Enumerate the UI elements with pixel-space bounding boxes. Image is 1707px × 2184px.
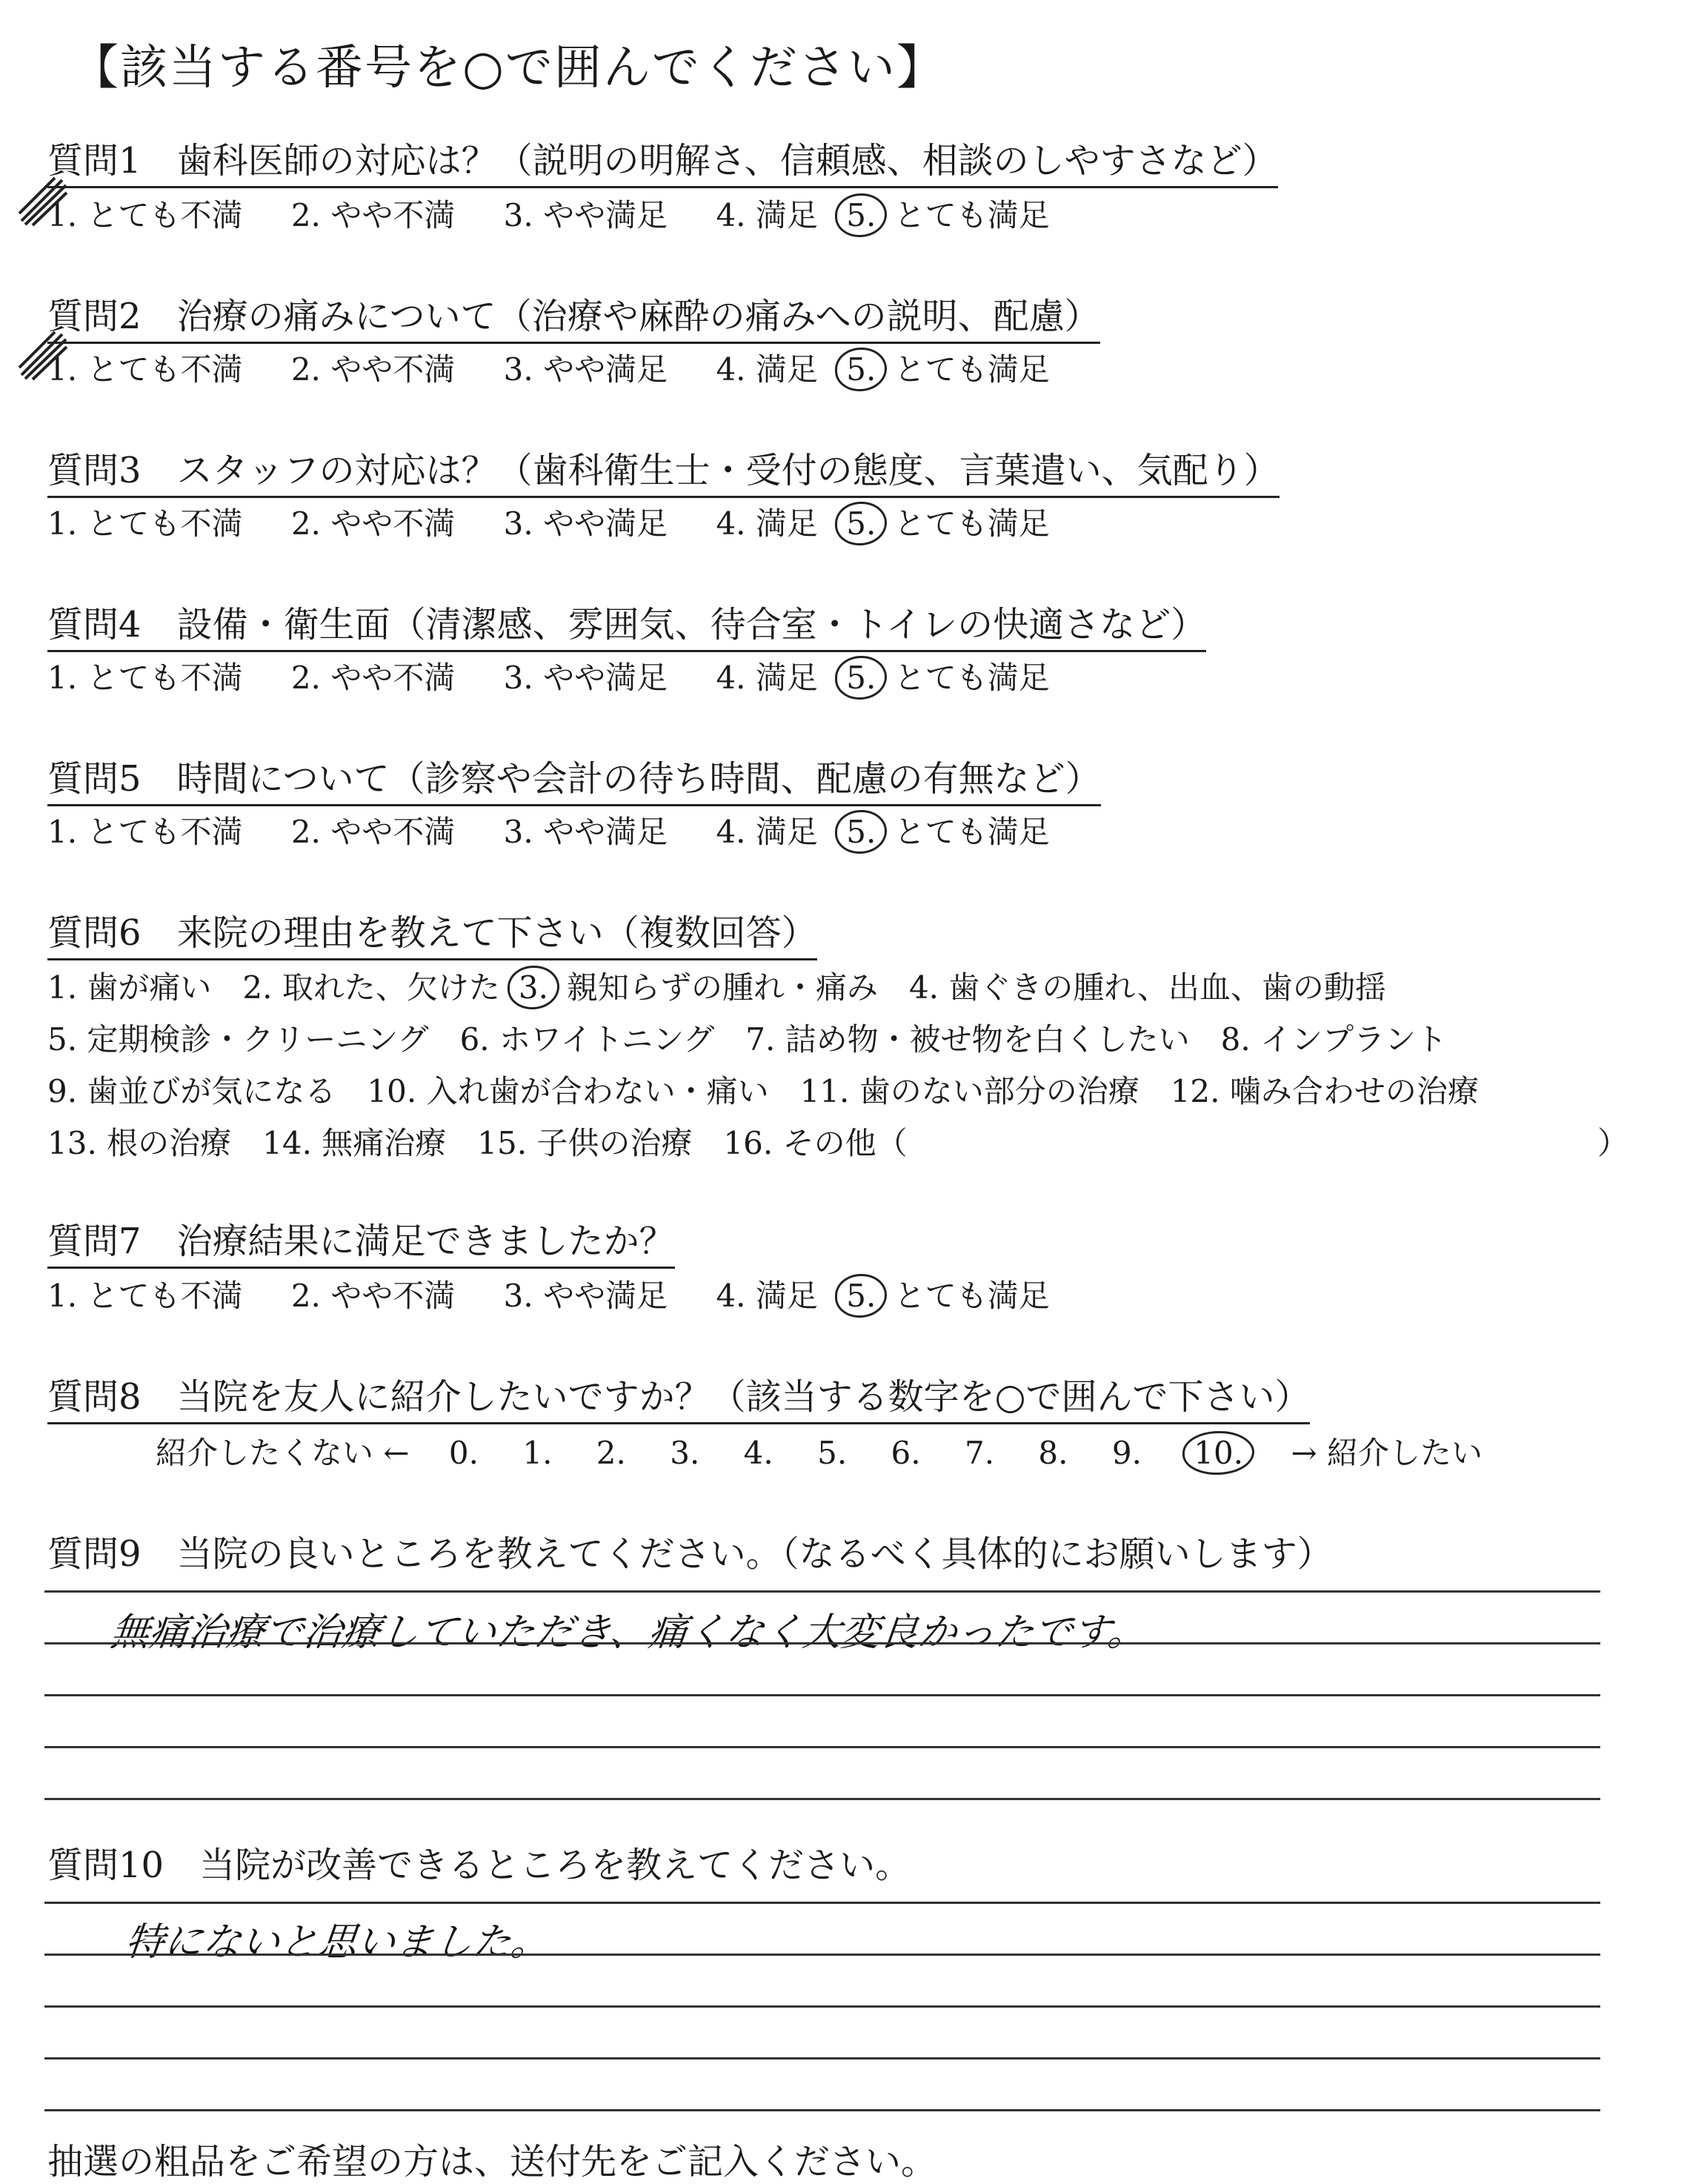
question-1-label: 質問1 bbox=[47, 140, 142, 182]
option-1-num[interactable]: 1. bbox=[47, 1278, 78, 1314]
option-5-selected[interactable]: 5. bbox=[835, 810, 887, 854]
scale-0[interactable]: 0. bbox=[448, 1435, 479, 1471]
option-4-label: 満足 bbox=[755, 1278, 818, 1314]
reason-options-3-4[interactable]: 親知らずの腫れ・痛み 4. 歯ぐきの腫れ、出血、歯の動揺 bbox=[566, 969, 1386, 1006]
question-5-options bbox=[47, 808, 1050, 854]
answer-line bbox=[44, 2057, 1600, 2059]
option-4-label: 満足 bbox=[755, 197, 818, 233]
scale-9[interactable]: 9. bbox=[1111, 1435, 1142, 1471]
option-2-num[interactable]: 2. bbox=[290, 197, 321, 233]
scribble-mark-icon bbox=[18, 331, 70, 382]
option-4-num[interactable]: 4. bbox=[716, 660, 746, 696]
scale-2[interactable]: 2. bbox=[596, 1435, 626, 1471]
option-1-num[interactable]: 1. bbox=[47, 660, 78, 696]
option-4-label: 満足 bbox=[755, 660, 818, 696]
reason-options-1-2[interactable]: 1. 歯が痛い 2. 取れた、欠けた bbox=[47, 969, 500, 1006]
question-2-text: 治療の痛みについて（治療や麻酔の痛みへの説明、配慮） bbox=[176, 296, 1100, 337]
option-5-label: とても満足 bbox=[894, 197, 1050, 233]
answer-line bbox=[44, 1902, 1600, 1904]
option-3-label: やや満足 bbox=[543, 197, 668, 233]
option-5-label: とても満足 bbox=[894, 1278, 1050, 1314]
option-3-num[interactable]: 3. bbox=[503, 660, 533, 696]
question-6-text: 来院の理由を教えて下さい（複数回答） bbox=[176, 912, 817, 954]
option-2-num[interactable]: 2. bbox=[290, 1278, 321, 1314]
reason-row-3[interactable]: 9. 歯並びが気になる 10. 入れ歯が合わない・痛い 11. 歯のない部分の治療 12. 噛み合わせの治療 bbox=[47, 1073, 1479, 1109]
option-3-num[interactable]: 3. bbox=[503, 814, 533, 850]
question-4-options bbox=[47, 654, 1050, 700]
question-1-title bbox=[47, 132, 1278, 188]
scale-3[interactable]: 3. bbox=[670, 1435, 700, 1471]
option-2-num[interactable]: 2. bbox=[290, 660, 321, 696]
question-3-title bbox=[47, 442, 1280, 498]
answer-line bbox=[44, 1954, 1600, 1956]
question-2-title bbox=[47, 288, 1100, 344]
option-5-selected[interactable]: 5. bbox=[835, 348, 887, 391]
answer-line bbox=[44, 1746, 1600, 1748]
option-2-label: やや不満 bbox=[330, 197, 456, 233]
option-3-label: やや満足 bbox=[543, 351, 668, 388]
question-8-text: 当院を友人に紹介したいですか？（該当する数字を○で囲んで下さい） bbox=[176, 1376, 1311, 1418]
answer-line bbox=[44, 2005, 1600, 2008]
option-1-label: とても不満 bbox=[87, 197, 243, 233]
scale-left-label: 紹介したくない ← bbox=[156, 1435, 410, 1471]
option-4-label: 満足 bbox=[755, 505, 818, 542]
option-4-num[interactable]: 4. bbox=[716, 197, 746, 233]
option-2-label: やや不満 bbox=[330, 505, 456, 542]
question-5-title bbox=[47, 750, 1101, 806]
question-6-title bbox=[47, 904, 817, 960]
option-1-label: とても不満 bbox=[87, 505, 243, 542]
question-4-title bbox=[47, 596, 1206, 652]
scale-8[interactable]: 8. bbox=[1038, 1435, 1068, 1471]
option-5-label: とても満足 bbox=[894, 814, 1050, 850]
reason-row-2[interactable]: 5. 定期検診・クリーニング 6. ホワイトニング 7. 詰め物・被せ物を白くしたい 8. インプラント bbox=[47, 1021, 1448, 1058]
option-5-label: とても満足 bbox=[894, 660, 1050, 696]
option-1-label: とても不満 bbox=[87, 814, 243, 850]
answer-line bbox=[44, 2109, 1600, 2111]
question-10-text: 当院が改善できるところを教えてください。 bbox=[199, 1845, 911, 1886]
option-5-selected[interactable]: 5. bbox=[835, 1274, 887, 1318]
question-6-label: 質問6 bbox=[47, 912, 142, 954]
reason-row-4 bbox=[47, 1119, 908, 1164]
option-4-label: 満足 bbox=[755, 351, 818, 388]
question-10-answer[interactable]: 特にないと思いました。 bbox=[123, 1920, 552, 1965]
option-3-label: やや満足 bbox=[543, 1278, 668, 1314]
question-8-title bbox=[47, 1368, 1310, 1424]
question-6-row-1 bbox=[47, 963, 1386, 1009]
question-9-answer[interactable]: 無痛治療で治療していただき、痛くなく大変良かったです。 bbox=[108, 1610, 1149, 1655]
option-2-label: やや不満 bbox=[330, 660, 456, 696]
answer-line bbox=[44, 1590, 1600, 1593]
option-1-num[interactable]: 1. bbox=[47, 197, 78, 233]
option-2-label: やや不満 bbox=[330, 1278, 456, 1314]
option-5-selected[interactable]: 5. bbox=[835, 656, 887, 700]
question-5-label: 質問5 bbox=[47, 758, 142, 800]
question-3-label: 質問3 bbox=[47, 450, 142, 491]
question-9-title bbox=[47, 1525, 1333, 1576]
reason-row-4-text[interactable]: 13. 根の治療 14. 無痛治療 15. 子供の治療 16. その他（ bbox=[47, 1125, 908, 1161]
recommend-scale bbox=[156, 1429, 1483, 1475]
option-2-label: やや不満 bbox=[330, 351, 456, 388]
question-4-label: 質問4 bbox=[47, 604, 142, 645]
question-2-label: 質問2 bbox=[47, 296, 142, 337]
option-2-num[interactable]: 2. bbox=[290, 505, 321, 542]
option-4-num[interactable]: 4. bbox=[716, 351, 746, 388]
option-3-num[interactable]: 3. bbox=[503, 197, 533, 233]
option-1-label: とても不満 bbox=[87, 1278, 243, 1314]
option-4-num[interactable]: 4. bbox=[716, 1278, 746, 1314]
scale-7[interactable]: 7. bbox=[964, 1435, 995, 1471]
option-2-num[interactable]: 2. bbox=[290, 814, 321, 850]
scale-4[interactable]: 4. bbox=[743, 1435, 773, 1471]
question-10-label: 質問10 bbox=[47, 1845, 164, 1886]
question-7-title bbox=[47, 1212, 675, 1269]
question-9-text: 当院の良いところを教えてください。（なるべく具体的にお願いします） bbox=[176, 1533, 1333, 1575]
option-1-num[interactable]: 1. bbox=[47, 814, 78, 850]
option-3-label: やや満足 bbox=[543, 505, 668, 542]
question-1-options bbox=[47, 191, 1050, 237]
option-5-selected[interactable]: 5. bbox=[835, 193, 887, 237]
scale-10-selected[interactable]: 10. bbox=[1182, 1431, 1254, 1475]
option-2-label: やや不満 bbox=[330, 814, 456, 850]
question-10-title bbox=[47, 1836, 911, 1888]
option-4-num[interactable]: 4. bbox=[716, 505, 746, 542]
question-8-label: 質問8 bbox=[47, 1376, 142, 1418]
scale-1[interactable]: 1. bbox=[522, 1435, 553, 1471]
question-3-text: スタッフの対応は？（歯科衛生士・受付の態度、言葉遣い、気配り） bbox=[176, 450, 1280, 491]
question-3-options bbox=[47, 499, 1050, 545]
option-5-selected[interactable]: 5. bbox=[835, 502, 887, 545]
option-5-label: とても満足 bbox=[894, 505, 1050, 542]
question-7-text: 治療結果に満足できましたか？ bbox=[176, 1221, 675, 1262]
option-3-num[interactable]: 3. bbox=[503, 1278, 533, 1314]
footer-note: 抽選の粗品をご希望の方は、送付先をご記入ください。 bbox=[47, 2141, 937, 2183]
other-close-paren: ） bbox=[1597, 1125, 1629, 1161]
scribble-mark-icon bbox=[18, 176, 70, 228]
question-7-label: 質問7 bbox=[47, 1221, 142, 1262]
question-9-label: 質問9 bbox=[47, 1533, 142, 1575]
scale-6[interactable]: 6. bbox=[891, 1435, 921, 1471]
option-1-num[interactable]: 1. bbox=[47, 351, 78, 388]
option-4-num[interactable]: 4. bbox=[716, 814, 746, 850]
question-2-options bbox=[47, 345, 1050, 391]
option-1-label: とても不満 bbox=[87, 660, 243, 696]
option-3-label: やや満足 bbox=[543, 814, 668, 850]
option-4-label: 満足 bbox=[755, 814, 818, 850]
question-1-text: 歯科医師の対応は？（説明の明解さ、信頼感、相談のしやすさなど） bbox=[176, 140, 1278, 182]
question-4-text: 設備・衛生面（清潔感、雰囲気、待合室・トイレの快適さなど） bbox=[176, 604, 1207, 645]
scale-right-label: → 紹介したい bbox=[1291, 1435, 1483, 1471]
option-3-label: やや満足 bbox=[543, 660, 668, 696]
scale-5[interactable]: 5. bbox=[817, 1435, 848, 1471]
question-7-options bbox=[47, 1272, 1050, 1318]
option-3-num[interactable]: 3. bbox=[503, 505, 533, 542]
answer-line bbox=[44, 1798, 1600, 1800]
option-5-label: とても満足 bbox=[894, 351, 1050, 388]
page-title: 【該当する番号を○で囲んでください】 bbox=[71, 41, 945, 96]
option-2-num[interactable]: 2. bbox=[290, 351, 321, 388]
option-1-label: とても不満 bbox=[87, 351, 243, 388]
answer-line bbox=[44, 1642, 1600, 1644]
question-5-text: 時間について（診察や会計の待ち時間、配慮の有無など） bbox=[176, 758, 1101, 800]
option-3-num[interactable]: 3. bbox=[503, 351, 533, 388]
answer-line bbox=[44, 1694, 1600, 1696]
reason-3-selected[interactable]: 3. bbox=[508, 966, 559, 1009]
option-1-num[interactable]: 1. bbox=[47, 505, 78, 542]
